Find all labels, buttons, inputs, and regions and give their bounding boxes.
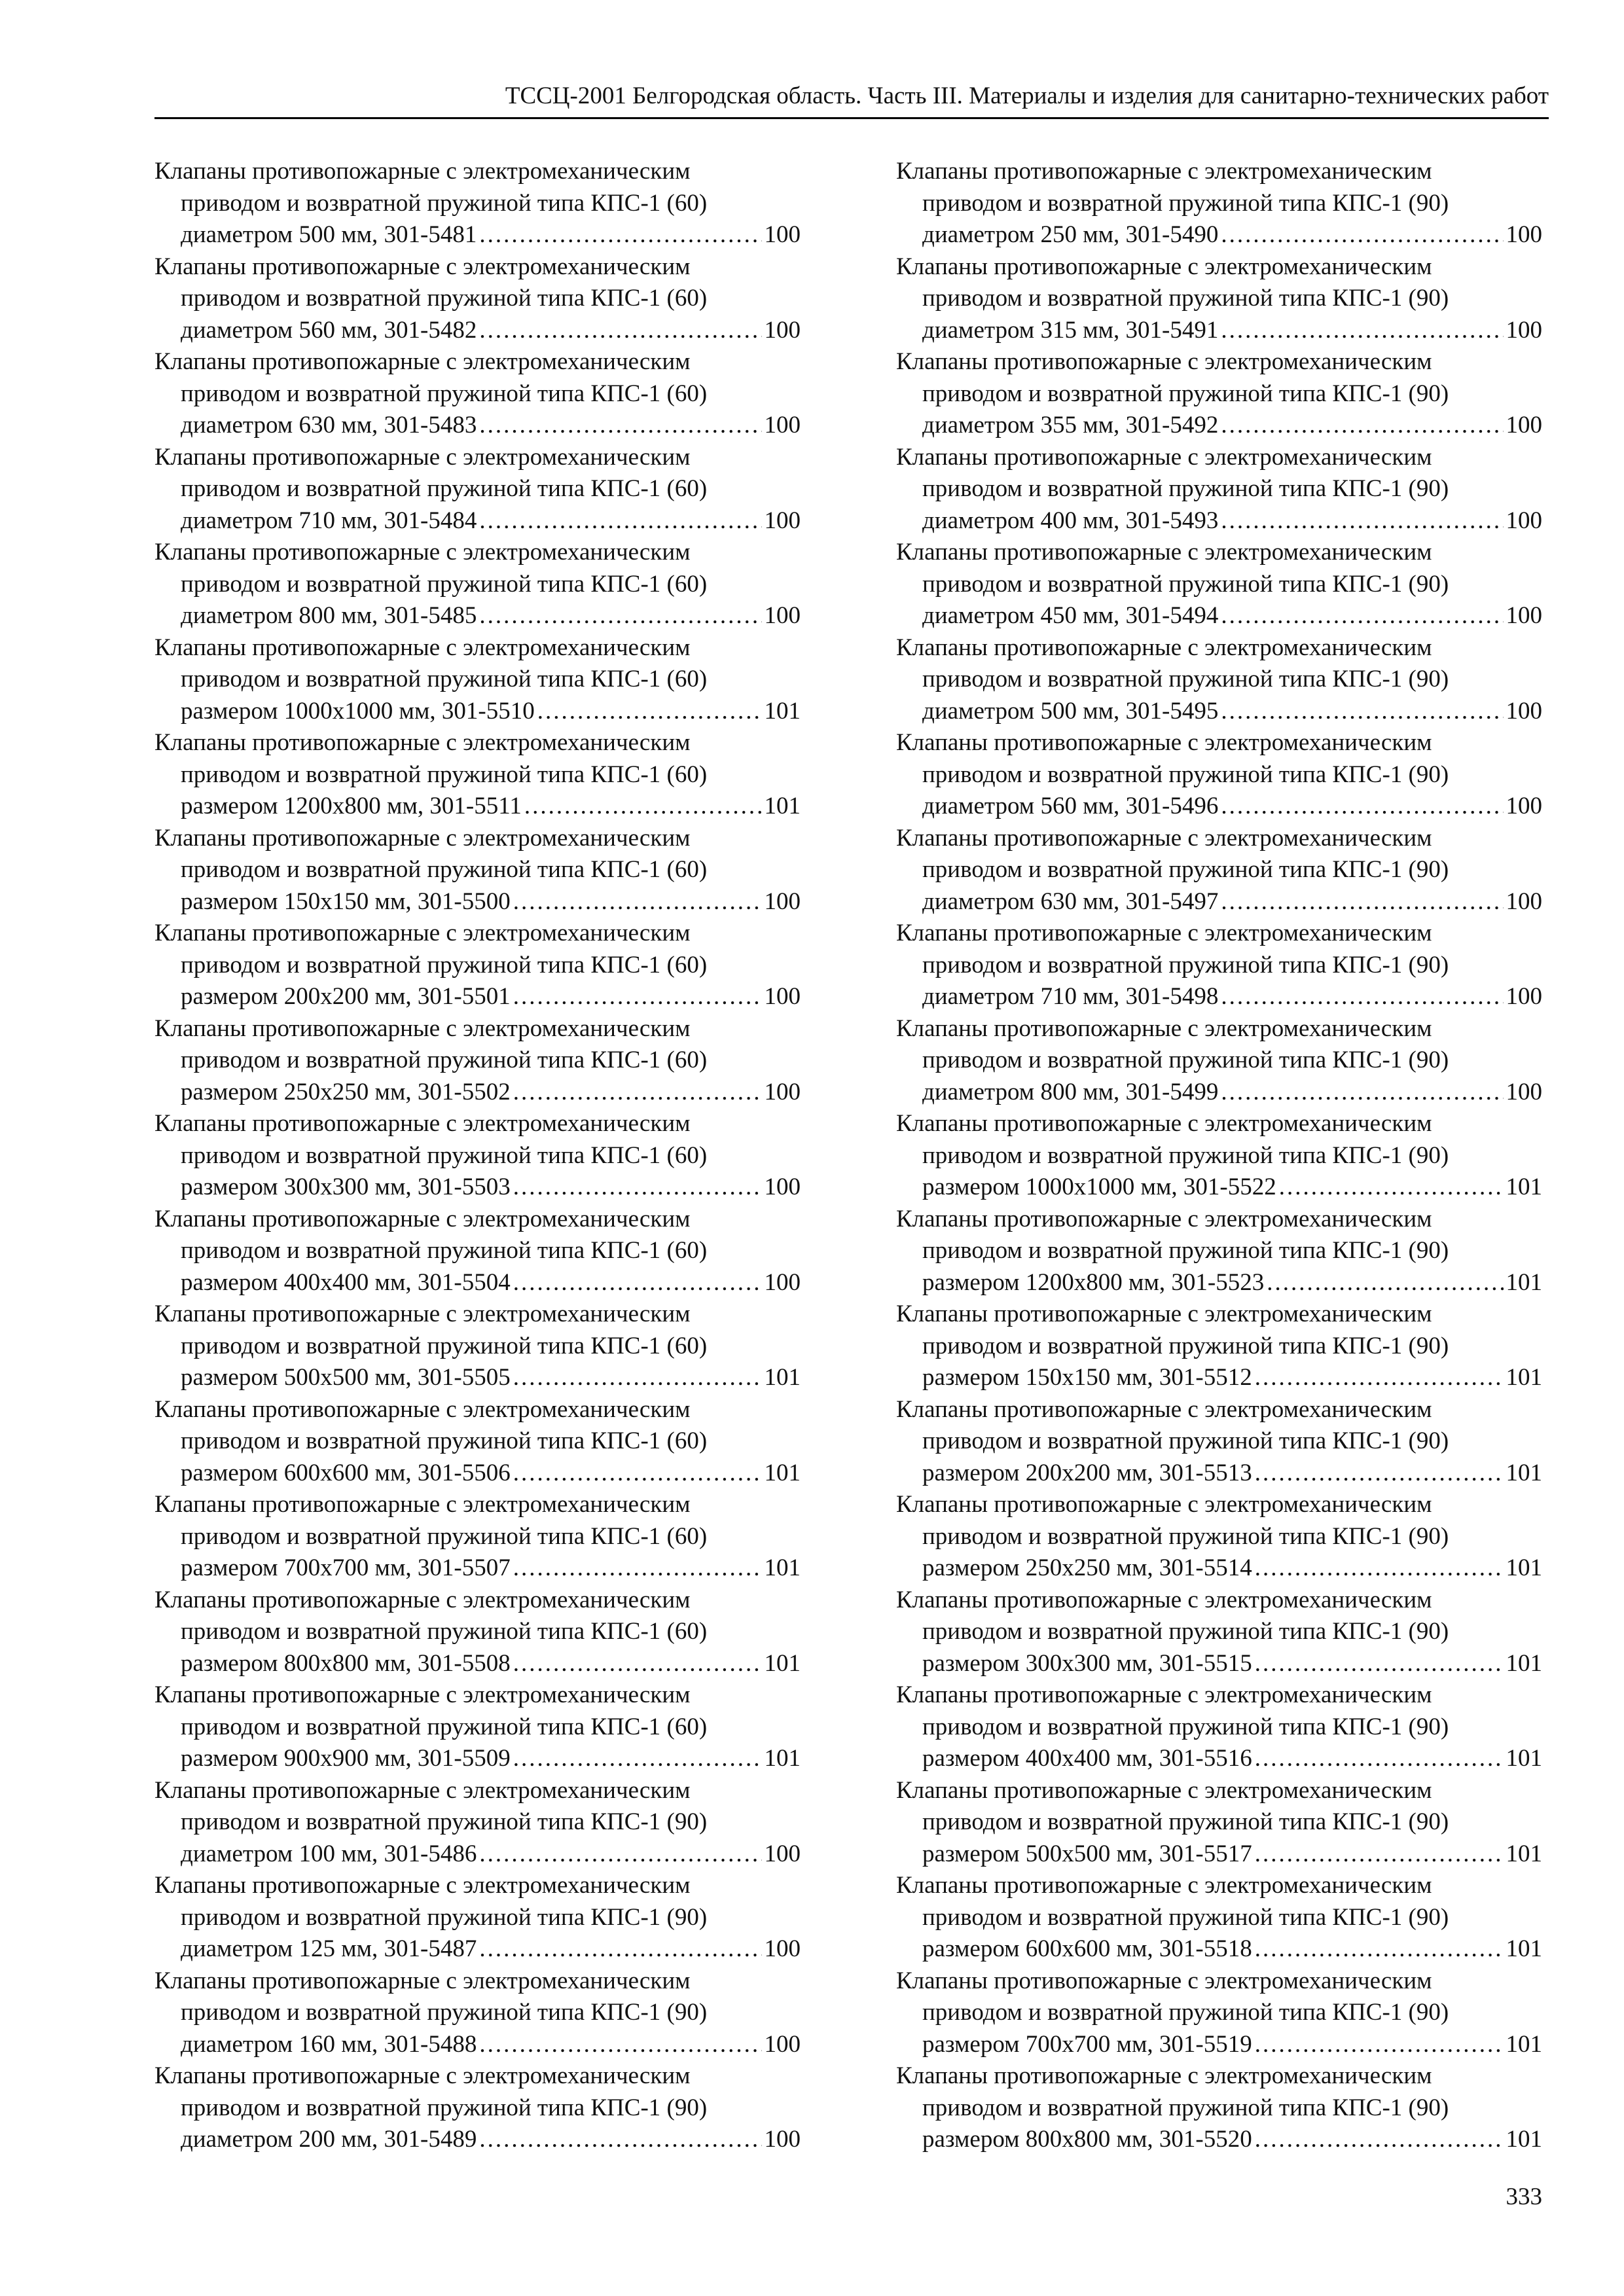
entry-page-number: 101 — [1506, 1268, 1542, 1296]
entry-page-number: 101 — [1506, 1459, 1542, 1486]
entry-description: диаметром 710 мм, 301-5484 — [181, 507, 477, 534]
entry-page-number: 101 — [1506, 2126, 1542, 2153]
index-entry — [154, 1489, 801, 1585]
index-entry — [154, 1585, 801, 1680]
entry-description: размером 900x900 мм, 301-5509 — [181, 1745, 511, 1772]
entry-line-1: Клапаны противопожарные с электромеханическим — [896, 1491, 1432, 1518]
page-header — [154, 79, 1549, 119]
dot-leader — [1255, 1648, 1504, 1680]
entry-line-2: приводом и возвратной пружиной типа КПС-1 (90) — [181, 2094, 708, 2121]
entry-page-number: 100 — [764, 1174, 801, 1200]
entry-page-number: 100 — [764, 602, 801, 629]
entry-line-2: приводом и возвратной пружиной типа КПС-1 (90) — [922, 1237, 1449, 1264]
entry-page-number: 100 — [764, 1078, 801, 1105]
entry-line-2: приводом и возвратной пружиной типа КПС-1 (60) — [181, 1141, 708, 1169]
entry-line-3 — [896, 600, 1542, 632]
dot-leader — [524, 791, 762, 823]
dot-leader — [513, 1552, 762, 1585]
dot-leader — [1221, 791, 1503, 823]
entry-line-1: Клапаны противопожарные с электромеханическим — [896, 1967, 1432, 1994]
entry-page-number: 100 — [764, 2030, 801, 2058]
entry-line-3 — [896, 1648, 1542, 1680]
index-entry — [154, 2060, 801, 2156]
entry-page-number: 101 — [1506, 1554, 1542, 1581]
entry-page-number: 100 — [1506, 507, 1542, 534]
dot-leader — [513, 1362, 762, 1394]
entry-line-1: Клапаны противопожарные с электромеханическим — [896, 1300, 1432, 1327]
index-entry — [896, 823, 1542, 918]
dot-leader — [537, 696, 762, 728]
entry-line-3 — [154, 1172, 801, 1204]
entry-line-3 — [896, 1552, 1542, 1585]
entry-page-number: 100 — [1506, 316, 1542, 344]
entry-page-number: 100 — [764, 412, 801, 439]
entry-line-3 — [896, 1172, 1542, 1204]
entry-line-1: Клапаны противопожарные с электромеханическим — [154, 729, 691, 756]
entry-description: размером 150x150 мм, 301-5512 — [922, 1364, 1252, 1391]
entry-line-2: приводом и возвратной пружиной типа КПС-1 (90) — [922, 951, 1449, 978]
index-entry — [896, 1299, 1542, 1394]
entry-line-1: Клапаны противопожарные с электромеханическим — [896, 539, 1432, 565]
entry-line-1: Клапаны противопожарные с электромеханическим — [154, 443, 691, 471]
entry-line-1: Клапаны противопожарные с электромеханическим — [896, 634, 1432, 661]
entry-page-number: 101 — [764, 793, 801, 819]
entry-page-number: 100 — [764, 888, 801, 915]
index-entry — [154, 632, 801, 728]
entry-description: размером 1200x800 мм, 301-5523 — [922, 1268, 1265, 1296]
entry-line-2: приводом и возвратной пружиной типа КПС-1 (90) — [922, 1618, 1449, 1645]
entry-line-1: Клапаны противопожарные с электромеханическим — [896, 920, 1432, 946]
entry-line-1: Клапаны противопожарные с электромеханическим — [154, 1967, 691, 1994]
entry-description: размером 300x300 мм, 301-5503 — [181, 1174, 511, 1200]
dot-leader — [1255, 1458, 1504, 1490]
entry-line-3 — [154, 1933, 801, 1965]
entry-line-3 — [154, 1839, 801, 1871]
entry-line-2: приводом и возвратной пружиной типа КПС-1 (90) — [922, 2094, 1449, 2121]
entry-description: размером 1000x1000 мм, 301-5522 — [922, 1174, 1276, 1200]
entry-page-number: 100 — [1506, 793, 1542, 819]
entry-description: диаметром 800 мм, 301-5485 — [181, 602, 477, 629]
dot-leader — [1221, 600, 1503, 632]
index-entry — [896, 1013, 1542, 1109]
entry-line-3 — [154, 1648, 801, 1680]
entry-line-1: Клапаны противопожарные с электромеханическим — [896, 1776, 1432, 1804]
entry-description: диаметром 710 мм, 301-5498 — [922, 983, 1219, 1010]
entry-description: диаметром 400 мм, 301-5493 — [922, 507, 1219, 534]
entry-page-number: 100 — [1506, 412, 1542, 439]
entry-line-2: приводом и возвратной пружиной типа КПС-1 (90) — [922, 285, 1449, 312]
entry-description: размером 600x600 мм, 301-5506 — [181, 1459, 511, 1486]
entry-line-1: Клапаны противопожарные с электромеханическим — [896, 348, 1432, 375]
index-entry — [154, 727, 801, 823]
entry-line-3 — [896, 2029, 1542, 2061]
index-entry — [154, 1299, 801, 1394]
entry-line-2: приводом и возвратной пружиной типа КПС-1 (90) — [922, 856, 1449, 883]
entry-page-number: 100 — [764, 1268, 801, 1296]
entry-page-number: 101 — [764, 1364, 801, 1391]
dot-leader — [1221, 219, 1503, 251]
entry-page-number: 100 — [764, 2126, 801, 2153]
entry-line-1: Клапаны противопожарные с электромеханическим — [154, 920, 691, 946]
entry-page-number: 100 — [764, 1935, 801, 1962]
index-entry — [154, 1870, 801, 1965]
entry-page-number: 100 — [1506, 602, 1542, 629]
dot-leader — [513, 1077, 762, 1109]
entry-line-2: приводом и возвратной пружиной типа КПС-1 (60) — [181, 1332, 708, 1359]
entry-line-3 — [154, 1077, 801, 1109]
dot-leader — [1255, 1552, 1504, 1585]
entry-line-2: приводом и возвратной пружиной типа КПС-1 (60) — [181, 285, 708, 312]
entry-line-3 — [154, 600, 801, 632]
index-entry — [896, 632, 1542, 728]
entry-line-1: Клапаны противопожарные с электромеханическим — [896, 443, 1432, 471]
index-entry — [896, 1775, 1542, 1871]
dot-leader — [1221, 315, 1503, 347]
index-entry — [896, 156, 1542, 251]
index-entry — [896, 346, 1542, 442]
entry-line-2: приводом и возвратной пружиной типа КПС-1 (60) — [181, 475, 708, 502]
entry-line-2: приводом и возвратной пружиной типа КПС-1 (90) — [922, 380, 1449, 407]
index-entry — [896, 251, 1542, 347]
entry-description: диаметром 160 мм, 301-5488 — [181, 2030, 477, 2058]
entry-line-1: Клапаны противопожарные с электромеханическим — [896, 1872, 1432, 1899]
dot-leader — [479, 2124, 761, 2156]
index-column-right — [896, 156, 1542, 2156]
entry-line-2: приводом и возвратной пружиной типа КПС-1 (90) — [922, 761, 1449, 788]
entry-line-3 — [154, 1743, 801, 1775]
entry-line-3 — [896, 1933, 1542, 1965]
index-entry — [896, 1585, 1542, 1680]
entry-page-number: 101 — [764, 1459, 801, 1486]
entry-description: размером 700x700 мм, 301-5519 — [922, 2030, 1252, 2058]
entry-page-number: 100 — [764, 221, 801, 248]
entry-line-3 — [896, 791, 1542, 823]
index-entry — [154, 1679, 801, 1775]
entry-description: размером 1000x1000 мм, 301-5510 — [181, 697, 535, 725]
entry-line-2: приводом и возвратной пружиной типа КПС-1 (90) — [922, 189, 1449, 217]
index-column-left — [154, 156, 801, 2156]
index-entry — [896, 442, 1542, 537]
dot-leader — [1255, 2124, 1504, 2156]
dot-leader — [1221, 505, 1503, 537]
entry-line-2: приводом и возвратной пружиной типа КПС-1 (90) — [922, 1522, 1449, 1550]
entry-line-2: приводом и возвратной пружиной типа КПС-1 (60) — [181, 856, 708, 883]
entry-line-3 — [154, 505, 801, 537]
entry-line-3 — [896, 1267, 1542, 1299]
entry-line-1: Клапаны противопожарные с электромеханическим — [154, 1395, 691, 1423]
dot-leader — [479, 505, 761, 537]
index-entry — [896, 1108, 1542, 1204]
index-entry — [896, 2060, 1542, 2156]
entry-line-3 — [154, 315, 801, 347]
entry-description: размером 300x300 мм, 301-5515 — [922, 1649, 1252, 1677]
entry-page-number: 101 — [764, 1649, 801, 1677]
entry-description: диаметром 630 мм, 301-5483 — [181, 412, 477, 439]
entry-line-2: приводом и возвратной пружиной типа КПС-1 (60) — [181, 666, 708, 692]
index-entry — [154, 1394, 801, 1490]
entry-page-number: 101 — [1506, 1745, 1542, 1772]
entry-line-2: приводом и возвратной пружиной типа КПС-1 (90) — [922, 1332, 1449, 1359]
entry-page-number: 101 — [764, 1745, 801, 1772]
dot-leader — [1255, 1743, 1504, 1775]
entry-description: размером 400x400 мм, 301-5504 — [181, 1268, 511, 1296]
entry-line-3 — [896, 410, 1542, 442]
entry-line-1: Клапаны противопожарные с электромеханическим — [154, 1110, 691, 1137]
dot-leader — [479, 1839, 761, 1871]
dot-leader — [1255, 1362, 1504, 1394]
entry-page-number: 100 — [1506, 221, 1542, 248]
index-entry — [154, 823, 801, 918]
entry-line-2: приводом и возвратной пружиной типа КПС-1 (90) — [922, 570, 1449, 598]
entry-description: размером 250x250 мм, 301-5514 — [922, 1554, 1252, 1581]
entry-description: диаметром 100 мм, 301-5486 — [181, 1840, 477, 1867]
index-entry — [896, 1394, 1542, 1490]
entry-line-2: приводом и возвратной пружиной типа КПС-1 (90) — [922, 475, 1449, 502]
entry-line-3 — [896, 696, 1542, 728]
entry-description: размером 150x150 мм, 301-5500 — [181, 888, 511, 915]
index-entry — [154, 918, 801, 1013]
dot-leader — [479, 600, 761, 632]
entry-line-1: Клапаны противопожарные с электромеханическим — [154, 158, 691, 185]
entry-line-3 — [154, 696, 801, 728]
entry-line-1: Клапаны противопожарные с электромеханическим — [154, 824, 691, 852]
dot-leader — [479, 2029, 761, 2061]
entry-description: размером 200x200 мм, 301-5513 — [922, 1459, 1252, 1486]
index-entry — [896, 1204, 1542, 1299]
entry-line-3 — [896, 1077, 1542, 1109]
entry-description: диаметром 560 мм, 301-5482 — [181, 316, 477, 344]
entry-line-2: приводом и возвратной пружиной типа КПС-1 (60) — [181, 380, 708, 407]
entry-description: диаметром 500 мм, 301-5495 — [922, 697, 1219, 725]
entry-line-1: Клапаны противопожарные с электромеханическим — [896, 1110, 1432, 1137]
index-entry — [896, 1489, 1542, 1585]
index-entry — [896, 918, 1542, 1013]
entry-line-1: Клапаны противопожарные с электромеханическим — [154, 253, 691, 280]
entry-line-2: приводом и возвратной пружиной типа КПС-1 (60) — [181, 1713, 708, 1740]
entry-description: размером 400x400 мм, 301-5516 — [922, 1745, 1252, 1772]
entry-line-2: приводом и возвратной пружиной типа КПС-1 (60) — [181, 1047, 708, 1073]
index-entry — [896, 537, 1542, 632]
entry-page-number: 100 — [1506, 983, 1542, 1010]
entry-description: диаметром 800 мм, 301-5499 — [922, 1078, 1219, 1105]
entry-line-3 — [896, 315, 1542, 347]
entry-line-1: Клапаны противопожарные с электромеханическим — [896, 1586, 1432, 1613]
entry-line-2: приводом и возвратной пружиной типа КПС-1 (90) — [922, 1808, 1449, 1835]
entry-line-1: Клапаны противопожарные с электромеханическим — [154, 1014, 691, 1042]
dot-leader — [1221, 410, 1503, 442]
entry-line-3 — [154, 2124, 801, 2156]
dot-leader — [1279, 1172, 1504, 1204]
entry-page-number: 101 — [1506, 1364, 1542, 1391]
dot-leader — [513, 1743, 762, 1775]
entry-line-2: приводом и возвратной пружиной типа КПС-1 (60) — [181, 1237, 708, 1264]
entry-description: диаметром 125 мм, 301-5487 — [181, 1935, 477, 1962]
entry-line-1: Клапаны противопожарные с электромеханическим — [154, 1205, 691, 1232]
entry-page-number: 101 — [764, 1554, 801, 1581]
entry-description: диаметром 630 мм, 301-5497 — [922, 888, 1219, 915]
entry-line-3 — [154, 1552, 801, 1585]
entry-line-3 — [896, 1458, 1542, 1490]
dot-leader — [513, 1458, 762, 1490]
page-number: 333 — [1506, 2183, 1542, 2210]
dot-leader — [1255, 1933, 1504, 1965]
dot-leader — [513, 1172, 762, 1204]
entry-line-1: Клапаны противопожарные с электромеханическим — [896, 1395, 1432, 1423]
entry-description: размером 500x500 мм, 301-5505 — [181, 1364, 511, 1391]
entry-line-3 — [154, 219, 801, 251]
entry-description: размером 200x200 мм, 301-5501 — [181, 983, 511, 1010]
dot-leader — [513, 981, 762, 1013]
entry-description: размером 700x700 мм, 301-5507 — [181, 1554, 511, 1581]
index-entry — [154, 251, 801, 347]
dot-leader — [1255, 2029, 1504, 2061]
dot-leader — [513, 886, 762, 918]
entry-line-3 — [154, 1458, 801, 1490]
entry-description: диаметром 355 мм, 301-5492 — [922, 412, 1219, 439]
dot-leader — [1267, 1267, 1503, 1299]
index-entry — [896, 727, 1542, 823]
entry-page-number: 101 — [1506, 1840, 1542, 1867]
entry-line-2: приводом и возвратной пружиной типа КПС-1 (90) — [922, 1713, 1449, 1740]
dot-leader — [479, 315, 761, 347]
entry-line-1: Клапаны противопожарные с электромеханическим — [896, 1014, 1432, 1042]
entry-line-3 — [896, 1362, 1542, 1394]
entry-description: диаметром 450 мм, 301-5494 — [922, 602, 1219, 629]
entry-line-1: Клапаны противопожарные с электромеханическим — [896, 729, 1432, 756]
index-entry — [154, 1965, 801, 2061]
entry-line-2: приводом и возвратной пружиной типа КПС-1 (90) — [922, 1141, 1449, 1169]
entry-description: размером 800x800 мм, 301-5520 — [922, 2126, 1252, 2153]
entry-line-1: Клапаны противопожарные с электромеханическим — [896, 158, 1432, 185]
entry-description: диаметром 250 мм, 301-5490 — [922, 221, 1219, 248]
entry-line-3 — [154, 1267, 801, 1299]
entry-description: размером 800x800 мм, 301-5508 — [181, 1649, 511, 1677]
entry-page-number: 100 — [1506, 888, 1542, 915]
index-entry — [154, 1013, 801, 1109]
entry-line-2: приводом и возвратной пружиной типа КПС-1 (90) — [181, 1903, 708, 1931]
entry-line-2: приводом и возвратной пружиной типа КПС-1 (90) — [922, 1427, 1449, 1454]
entry-line-1: Клапаны противопожарные с электромеханическим — [154, 2062, 691, 2089]
index-entry — [154, 537, 801, 632]
entry-page-number: 100 — [1506, 1078, 1542, 1105]
entry-line-2: приводом и возвратной пружиной типа КПС-1 (60) — [181, 951, 708, 978]
entry-line-1: Клапаны противопожарные с электромеханическим — [154, 1872, 691, 1899]
entry-line-1: Клапаны противопожарные с электромеханическим — [896, 253, 1432, 280]
entry-line-1: Клапаны противопожарные с электромеханическим — [896, 1681, 1432, 1708]
entry-page-number: 100 — [764, 507, 801, 534]
entry-line-2: приводом и возвратной пружиной типа КПС-1 (60) — [181, 189, 708, 217]
entry-line-2: приводом и возвратной пружиной типа КПС-1 (90) — [922, 1903, 1449, 1931]
dot-leader — [1255, 1839, 1504, 1871]
header-title: ТССЦ-2001 Белгородская область. Часть III. Материалы и изделия для санитарно-технических работ — [505, 82, 1549, 109]
entry-line-1: Клапаны противопожарные с электромеханическим — [154, 1300, 691, 1327]
entry-line-3 — [896, 219, 1542, 251]
entry-line-2: приводом и возвратной пружиной типа КПС-1 (90) — [922, 1999, 1449, 2026]
entry-line-3 — [896, 1743, 1542, 1775]
entry-line-3 — [154, 1362, 801, 1394]
entry-line-1: Клапаны противопожарные с электромеханическим — [154, 348, 691, 375]
entry-description: диаметром 560 мм, 301-5496 — [922, 793, 1219, 819]
entry-page-number: 101 — [1506, 1935, 1542, 1962]
entry-description: размером 1200x800 мм, 301-5511 — [181, 793, 522, 819]
entry-line-1: Клапаны противопожарные с электромеханическим — [896, 2062, 1432, 2089]
index-entry — [154, 156, 801, 251]
entry-page-number: 100 — [1506, 697, 1542, 725]
dot-leader — [479, 219, 761, 251]
entry-description: диаметром 200 мм, 301-5489 — [181, 2126, 477, 2153]
entry-line-1: Клапаны противопожарные с электромеханическим — [154, 634, 691, 661]
entry-page-number: 100 — [764, 983, 801, 1010]
dot-leader — [513, 1267, 762, 1299]
index-entry — [154, 1108, 801, 1204]
dot-leader — [1221, 696, 1503, 728]
index-entry — [154, 346, 801, 442]
entry-description: размером 600x600 мм, 301-5518 — [922, 1935, 1252, 1962]
entry-description: диаметром 500 мм, 301-5481 — [181, 221, 477, 248]
entry-page-number: 101 — [1506, 2030, 1542, 2058]
entry-line-1: Клапаны противопожарные с электромеханическим — [896, 824, 1432, 852]
index-entry — [154, 1204, 801, 1299]
index-entry — [896, 1679, 1542, 1775]
index-entry — [154, 1775, 801, 1871]
entry-line-2: приводом и возвратной пружиной типа КПС-1 (60) — [181, 570, 708, 598]
entry-line-3 — [896, 505, 1542, 537]
entry-description: диаметром 315 мм, 301-5491 — [922, 316, 1219, 344]
dot-leader — [1221, 886, 1503, 918]
entry-page-number: 100 — [764, 1840, 801, 1867]
index-entry — [896, 1965, 1542, 2061]
entry-line-3 — [154, 791, 801, 823]
dot-leader — [479, 1933, 761, 1965]
entry-description: размером 250x250 мм, 301-5502 — [181, 1078, 511, 1105]
entry-line-1: Клапаны противопожарные с электромеханическим — [154, 539, 691, 565]
dot-leader — [1221, 1077, 1503, 1109]
entry-line-2: приводом и возвратной пружиной типа КПС-1 (60) — [181, 1618, 708, 1645]
entry-line-2: приводом и возвратной пружиной типа КПС-1 (60) — [181, 1522, 708, 1550]
entry-line-2: приводом и возвратной пружиной типа КПС-1 (90) — [922, 666, 1449, 692]
entry-page-number: 100 — [764, 316, 801, 344]
entry-line-3 — [154, 886, 801, 918]
entry-line-3 — [154, 981, 801, 1013]
dot-leader — [479, 410, 761, 442]
dot-leader — [1221, 981, 1503, 1013]
entry-line-3 — [896, 2124, 1542, 2156]
entry-line-1: Клапаны противопожарные с электромеханическим — [154, 1586, 691, 1613]
entry-line-2: приводом и возвратной пружиной типа КПС-1 (60) — [181, 1427, 708, 1454]
entry-description: размером 500x500 мм, 301-5517 — [922, 1840, 1252, 1867]
index-entry — [896, 1870, 1542, 1965]
dot-leader — [513, 1648, 762, 1680]
entry-line-3 — [154, 410, 801, 442]
entry-line-2: приводом и возвратной пружиной типа КПС-1 (60) — [181, 761, 708, 788]
entry-line-3 — [896, 886, 1542, 918]
entry-line-2: приводом и возвратной пружиной типа КПС-1 (90) — [181, 1999, 708, 2026]
entry-line-3 — [154, 2029, 801, 2061]
entry-line-1: Клапаны противопожарные с электромеханическим — [154, 1491, 691, 1518]
entry-line-3 — [896, 981, 1542, 1013]
entry-line-1: Клапаны противопожарные с электромеханическим — [154, 1681, 691, 1708]
entry-page-number: 101 — [1506, 1649, 1542, 1677]
entry-line-2: приводом и возвратной пружиной типа КПС-1 (90) — [922, 1047, 1449, 1073]
index-entry — [154, 442, 801, 537]
entry-line-1: Клапаны противопожарные с электромеханическим — [896, 1205, 1432, 1232]
entry-line-2: приводом и возвратной пружиной типа КПС-1 (90) — [181, 1808, 708, 1835]
entry-page-number: 101 — [1506, 1174, 1542, 1200]
entry-line-1: Клапаны противопожарные с электромеханическим — [154, 1776, 691, 1804]
entry-page-number: 101 — [764, 697, 801, 725]
entry-line-3 — [896, 1839, 1542, 1871]
